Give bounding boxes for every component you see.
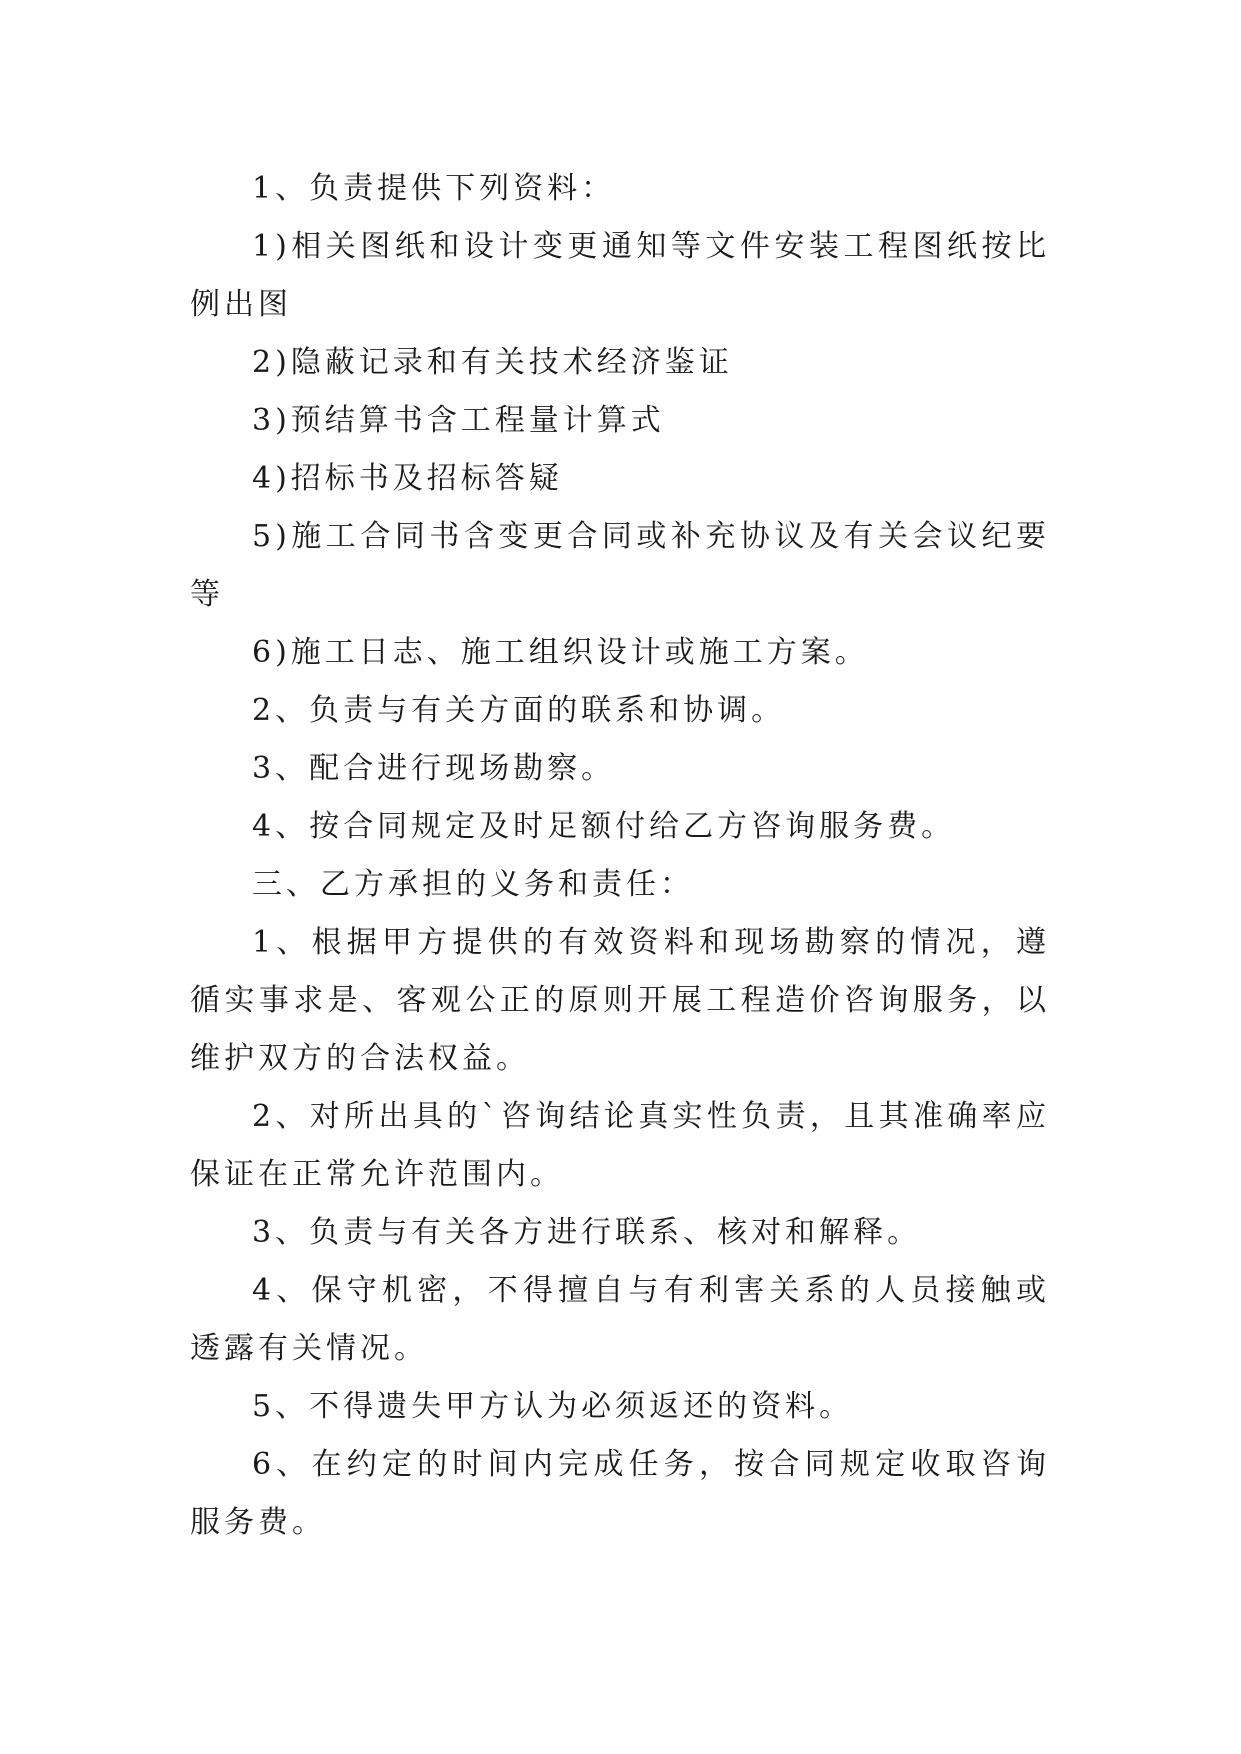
paragraph: 1、根据甲方提供的有效资料和现场勘察的情况，遵循实事求是、客观公正的原则开展工程造价咨询服务，以维护双方的合法权益。: [190, 925, 1050, 1076]
paragraph: 6)施工日志、施工组织设计或施工方案。: [252, 635, 869, 670]
paragraph: 2、负责与有关方面的联系和协调。: [252, 693, 786, 728]
paragraph: 5)施工合同书含变更合同或补充协议及有关会议纪要等: [190, 519, 1050, 612]
paragraph: 1)相关图纸和设计变更通知等文件安装工程图纸按比例出图: [190, 229, 1050, 322]
paragraph: 2、对所出具的`咨询结论真实性负责，且其准确率应保证在正常允许范围内。: [190, 1099, 1050, 1192]
paragraph: 4、保守机密，不得擅自与有利害关系的人员接触或透露有关情况。: [190, 1273, 1050, 1366]
paragraph: 2)隐蔽记录和有关技术经济鉴证: [252, 345, 733, 380]
paragraph: 5、不得遗失甲方认为必须返还的资料。: [252, 1389, 854, 1424]
paragraph: 4)招标书及招标答疑: [252, 461, 563, 496]
paragraph: 4、按合同规定及时足额付给乙方咨询服务费。: [252, 809, 956, 844]
paragraph: 3、配合进行现场勘察。: [252, 751, 616, 786]
section-heading: 三、乙方承担的义务和责任：: [252, 867, 694, 902]
paragraph: 3)预结算书含工程量计算式: [252, 403, 665, 438]
document-body: [190, 160, 1050, 1552]
paragraph: 6、在约定的时间内完成任务，按合同规定收取咨询服务费。: [190, 1447, 1050, 1540]
paragraph: 3、负责与有关各方进行联系、核对和解释。: [252, 1215, 922, 1250]
paragraph: 1、负责提供下列资料：: [252, 171, 616, 206]
